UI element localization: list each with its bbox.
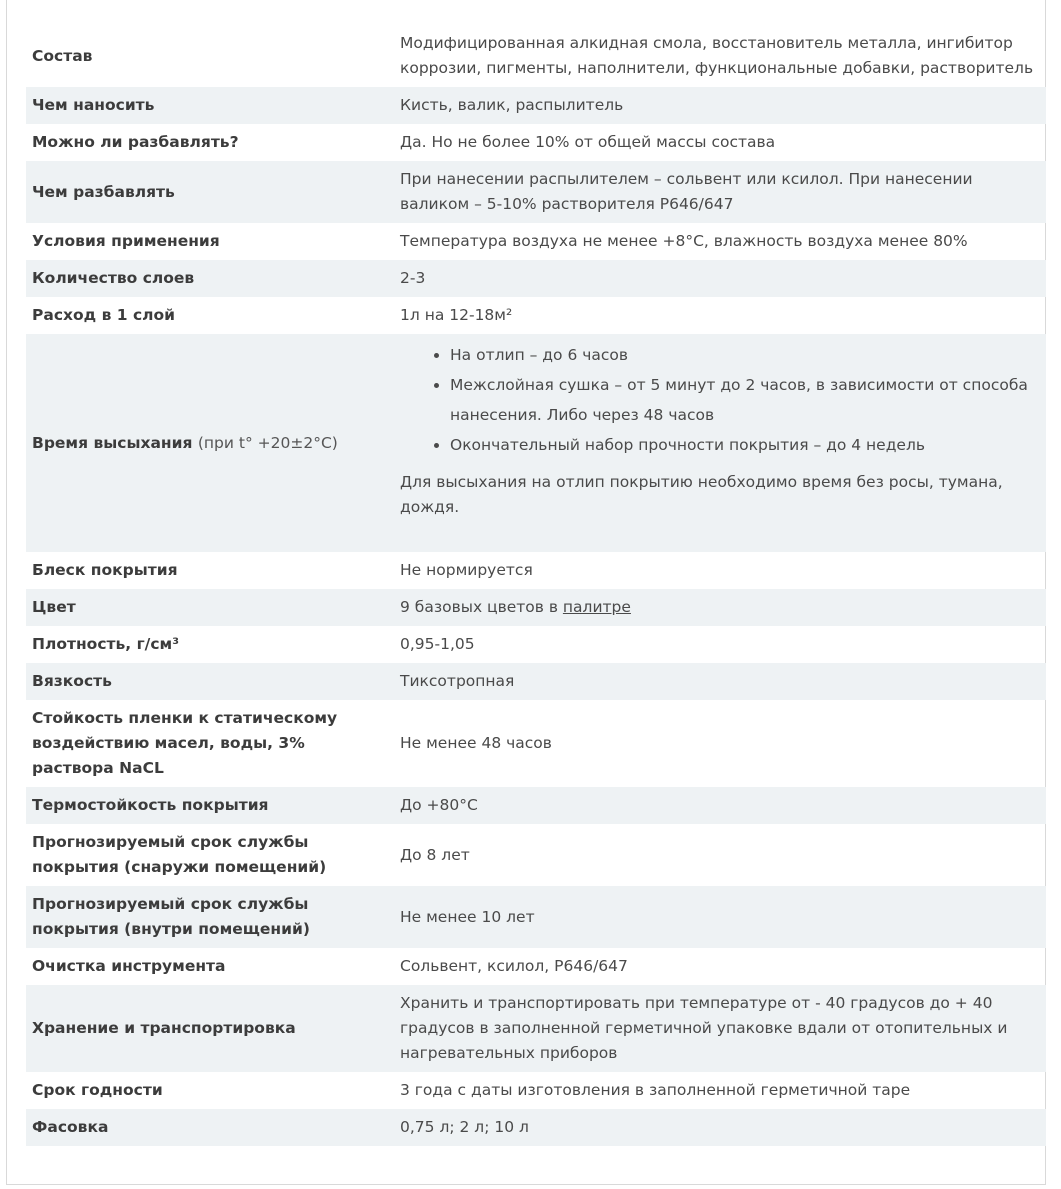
drying-time-condition: (при t° +20±2°С) xyxy=(197,433,338,452)
row-label: Фасовка xyxy=(26,1109,394,1146)
row-label: Термостойкость покрытия xyxy=(26,787,394,824)
row-label: Количество слоев xyxy=(26,260,394,297)
row-value: При нанесении распылителем – сольвент или ксилол. При нанесении валиком – 5-10% растворителя Р646/647 xyxy=(394,161,1046,223)
row-value: Температура воздуха не менее +8°С, влажность воздуха менее 80% xyxy=(400,232,968,250)
table-row xyxy=(26,297,1046,334)
table-row xyxy=(26,886,1046,948)
palette-link[interactable]: палитре xyxy=(562,598,631,616)
table-row xyxy=(26,589,1046,626)
row-label: Хранение и транспортировка xyxy=(26,985,394,1072)
table-row xyxy=(26,626,1046,663)
row-label: Стойкость пленки к статическому воздействию масел, воды, 3% раствора NaCL xyxy=(32,709,338,777)
row-label: Прогнозируемый срок службы покрытия (снаружи помещений) xyxy=(32,833,327,876)
row-value xyxy=(394,334,1046,552)
table-row xyxy=(26,161,1046,223)
list-item: • Окончательный набор прочности покрытия – до 4 недель xyxy=(450,430,1040,460)
row-label xyxy=(26,334,394,552)
row-label: Условия применения xyxy=(32,232,220,250)
row-value: Не нормируется xyxy=(400,561,533,579)
table-row xyxy=(26,25,1046,87)
row-value: 1л на 12-18м² xyxy=(400,306,513,324)
row-value: До 8 лет xyxy=(400,845,470,864)
row-label: Расход в 1 слой xyxy=(32,306,176,324)
row-value: 2-3 xyxy=(394,260,1046,297)
row-label: Чем разбавлять xyxy=(26,161,394,223)
row-value: 3 года с даты изготовления в заполненной герметичной таре xyxy=(400,1081,911,1099)
table-row xyxy=(26,552,1046,589)
list-item: • На отлип – до 6 часов xyxy=(450,340,1040,370)
row-label: Чем наносить xyxy=(26,87,394,124)
row-value: Да. Но не более 10% от общей массы состава xyxy=(400,133,776,151)
row-value: Тиксотропная xyxy=(394,663,1046,700)
row-label: Состав xyxy=(32,46,93,65)
row-label: Очистка инструмента xyxy=(32,957,226,975)
drying-stages-list xyxy=(400,340,1040,460)
table-row xyxy=(26,223,1046,260)
list-item: • Межслойная сушка – от 5 минут до 2 часов, в зависимости от способа нанесения. Либо через 48 часов xyxy=(450,370,1040,430)
table-row xyxy=(26,663,1046,700)
table-row xyxy=(26,700,1046,787)
row-value: 0,75 л; 2 л; 10 л xyxy=(394,1109,1046,1146)
specifications-table xyxy=(26,25,1046,1146)
row-value: До +80°С xyxy=(394,787,1046,824)
row-value: 0,95-1,05 xyxy=(400,635,475,653)
table-row xyxy=(26,1072,1046,1109)
table-row xyxy=(26,260,1046,297)
color-value-text: 9 базовых цветов в xyxy=(400,598,563,616)
table-row xyxy=(26,824,1046,886)
drying-time-label: Время высыхания xyxy=(32,433,193,452)
table-row-drying-time xyxy=(26,334,1046,552)
row-label: Блеск покрытия xyxy=(32,561,178,579)
table-row xyxy=(26,787,1046,824)
row-value: Не менее 10 лет xyxy=(394,886,1046,948)
row-label: Срок годности xyxy=(32,1081,163,1099)
table-row xyxy=(26,124,1046,161)
row-value: Сольвент, ксилол, Р646/647 xyxy=(400,957,628,975)
row-value: Не менее 48 часов xyxy=(400,734,552,752)
row-label: Можно ли разбавлять? xyxy=(32,133,239,151)
row-label: Цвет xyxy=(26,589,394,626)
row-value xyxy=(394,589,1046,626)
table-row xyxy=(26,948,1046,985)
table-row xyxy=(26,87,1046,124)
drying-note: Для высыхания на отлип покрытию необходимо время без росы, тумана, дождя. xyxy=(400,473,1003,516)
row-label: Плотность, г/см³ xyxy=(32,635,179,653)
table-row xyxy=(26,985,1046,1072)
row-value: Кисть, валик, распылитель xyxy=(394,87,1046,124)
table-row xyxy=(26,1109,1046,1146)
row-label: Вязкость xyxy=(26,663,394,700)
row-value: Модифицированная алкидная смола, восстановитель металла, ингибитор коррозии, пигменты, наполнители, функциональные добавки, растворитель xyxy=(400,34,1034,77)
row-value: Хранить и транспортировать при температуре от - 40 градусов до + 40 градусов в заполненной герметичной упаковке вдали от отопительных и нагревательных приборов xyxy=(394,985,1046,1072)
row-label: Прогнозируемый срок службы покрытия (внутри помещений) xyxy=(26,886,394,948)
